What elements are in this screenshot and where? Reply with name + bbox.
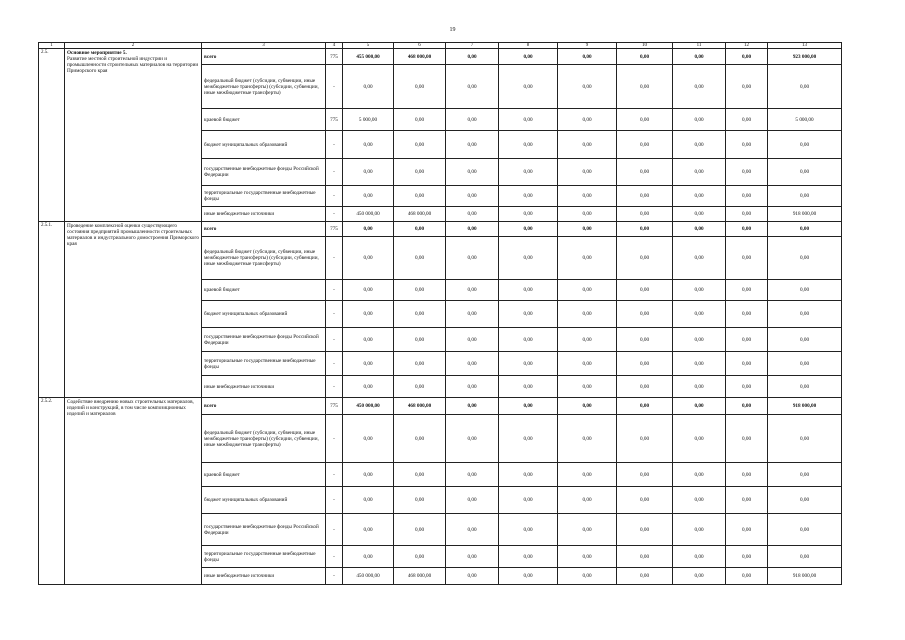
budget-code: -: [326, 514, 343, 546]
amount-cell: 0,00: [499, 398, 558, 415]
amount-cell: 0,00: [394, 514, 446, 546]
section-title-text: Содействие внедрению новых строительных материалов, изделий и конструкций, в том числе композиционных изделий и материалов: [67, 399, 194, 417]
amount-cell: 0,00: [673, 131, 726, 159]
funding-source: федеральный бюджет (субсидии, субвенции, иные межбюджетные трансферты) (субсидии, субвенции, иные межбюджетные трансферты): [202, 237, 326, 280]
amount-cell: 0,00: [446, 568, 499, 585]
amount-cell: 468 000,00: [394, 398, 446, 415]
amount-cell: 0,00: [558, 546, 617, 568]
amount-cell: 0,00: [499, 280, 558, 301]
amount-cell: 0,00: [726, 109, 768, 131]
amount-cell: 0,00: [343, 65, 394, 109]
amount-cell: 0,00: [617, 415, 673, 463]
amount-cell: 0,00: [394, 65, 446, 109]
amount-cell: 0,00: [499, 328, 558, 352]
budget-code: 775: [326, 49, 343, 65]
budget-code: -: [326, 280, 343, 301]
budget-code: -: [326, 159, 343, 186]
amount-cell: 0,00: [343, 376, 394, 398]
amount-cell: 0,00: [617, 487, 673, 514]
amount-cell: 0,00: [558, 207, 617, 222]
amount-cell: 0,00: [673, 352, 726, 376]
funding-source: территориальные государственные внебюджетные фонды: [202, 186, 326, 207]
amount-cell: 0,00: [768, 415, 842, 463]
funding-source: территориальные государственные внебюджетные фонды: [202, 546, 326, 568]
amount-cell: 0,00: [768, 237, 842, 280]
header-cell: 2: [65, 43, 202, 49]
section-title-text: Проведение комплексной оценки существующего состояния предприятий промышленности строительных материалов и индустриального домостроения Приморского края: [67, 223, 199, 247]
amount-cell: 0,00: [726, 463, 768, 487]
amount-cell: 0,00: [768, 65, 842, 109]
amount-cell: 0,00: [394, 237, 446, 280]
budget-code: -: [326, 207, 343, 222]
budget-code: -: [326, 131, 343, 159]
amount-cell: 0,00: [558, 280, 617, 301]
amount-cell: 0,00: [558, 49, 617, 65]
budget-code: -: [326, 237, 343, 280]
amount-cell: 0,00: [558, 415, 617, 463]
amount-cell: 0,00: [558, 109, 617, 131]
amount-cell: 0,00: [446, 487, 499, 514]
amount-cell: 0,00: [446, 49, 499, 65]
amount-cell: 0,00: [617, 237, 673, 280]
amount-cell: 0,00: [673, 487, 726, 514]
budget-code: 775: [326, 222, 343, 237]
amount-cell: 0,00: [726, 514, 768, 546]
amount-cell: 0,00: [768, 222, 842, 237]
amount-cell: 0,00: [394, 352, 446, 376]
amount-cell: 0,00: [499, 49, 558, 65]
amount-cell: 0,00: [673, 376, 726, 398]
amount-cell: 0,00: [673, 222, 726, 237]
amount-cell: 0,00: [768, 186, 842, 207]
funding-source: территориальные государственные внебюджетные фонды: [202, 352, 326, 376]
amount-cell: 0,00: [558, 376, 617, 398]
amount-cell: 0,00: [617, 546, 673, 568]
amount-cell: 0,00: [446, 546, 499, 568]
amount-cell: 0,00: [726, 415, 768, 463]
amount-cell: 0,00: [617, 280, 673, 301]
amount-cell: 0,00: [446, 222, 499, 237]
amount-cell: 0,00: [446, 301, 499, 328]
amount-cell: 0,00: [499, 237, 558, 280]
header-cell: 11: [673, 43, 726, 49]
header-cell: 1: [39, 43, 65, 49]
header-cell: 5: [343, 43, 394, 49]
amount-cell: 0,00: [446, 376, 499, 398]
section-title: [65, 49, 202, 222]
amount-cell: 0,00: [446, 207, 499, 222]
amount-cell: 0,00: [768, 131, 842, 159]
funding-source: всего: [202, 222, 326, 237]
amount-cell: 0,00: [394, 328, 446, 352]
section-title-text: Развитие местной строительной индустрии и промышленности строительных материалов на территории Приморского края: [67, 56, 199, 74]
amount-cell: 0,00: [617, 398, 673, 415]
amount-cell: 0,00: [446, 237, 499, 280]
amount-cell: 0,00: [726, 301, 768, 328]
amount-cell: 0,00: [394, 487, 446, 514]
budget-code: -: [326, 65, 343, 109]
amount-cell: 0,00: [446, 328, 499, 352]
amount-cell: 0,00: [558, 222, 617, 237]
amount-cell: 0,00: [343, 131, 394, 159]
amount-cell: 0,00: [726, 207, 768, 222]
amount-cell: 0,00: [726, 131, 768, 159]
amount-cell: 0,00: [673, 301, 726, 328]
budget-code: -: [326, 328, 343, 352]
funding-source: государственные внебюджетные фонды Российской Федерации: [202, 159, 326, 186]
amount-cell: 0,00: [446, 514, 499, 546]
funding-source: иные внебюджетные источники: [202, 376, 326, 398]
amount-cell: 0,00: [617, 352, 673, 376]
budget-code: -: [326, 568, 343, 585]
amount-cell: 0,00: [446, 131, 499, 159]
amount-cell: 0,00: [726, 328, 768, 352]
amount-cell: 0,00: [394, 159, 446, 186]
amount-cell: 0,00: [499, 222, 558, 237]
amount-cell: 0,00: [499, 415, 558, 463]
budget-code: -: [326, 546, 343, 568]
amount-cell: 0,00: [558, 328, 617, 352]
amount-cell: 0,00: [726, 237, 768, 280]
budget-table: [38, 42, 842, 585]
amount-cell: 0,00: [617, 109, 673, 131]
amount-cell: 0,00: [394, 222, 446, 237]
amount-cell: 0,00: [617, 207, 673, 222]
amount-cell: 0,00: [768, 463, 842, 487]
amount-cell: 0,00: [343, 301, 394, 328]
amount-cell: 0,00: [446, 352, 499, 376]
amount-cell: 0,00: [558, 159, 617, 186]
amount-cell: 0,00: [394, 109, 446, 131]
amount-cell: 0,00: [394, 546, 446, 568]
section-title: [65, 398, 202, 585]
amount-cell: 0,00: [558, 131, 617, 159]
header-cell: 12: [726, 43, 768, 49]
amount-cell: 0,00: [726, 49, 768, 65]
amount-cell: 468 000,00: [394, 568, 446, 585]
amount-cell: 0,00: [446, 463, 499, 487]
amount-cell: 0,00: [768, 301, 842, 328]
amount-cell: 0,00: [343, 415, 394, 463]
section-code: 2.5.2.: [39, 398, 65, 585]
amount-cell: 0,00: [768, 514, 842, 546]
amount-cell: 0,00: [726, 159, 768, 186]
amount-cell: 0,00: [394, 280, 446, 301]
section-code: 2.5.1.: [39, 222, 65, 398]
amount-cell: 0,00: [558, 352, 617, 376]
budget-code: -: [326, 415, 343, 463]
header-cell: 9: [558, 43, 617, 49]
amount-cell: 450 000,00: [343, 207, 394, 222]
amount-cell: 0,00: [673, 398, 726, 415]
amount-cell: 450 000,00: [343, 568, 394, 585]
amount-cell: 0,00: [673, 65, 726, 109]
table-row: [39, 222, 842, 237]
amount-cell: 0,00: [558, 487, 617, 514]
amount-cell: 0,00: [726, 186, 768, 207]
amount-cell: 0,00: [343, 352, 394, 376]
amount-cell: 0,00: [558, 514, 617, 546]
amount-cell: 0,00: [617, 376, 673, 398]
budget-code: -: [326, 376, 343, 398]
budget-code: -: [326, 186, 343, 207]
amount-cell: 0,00: [446, 65, 499, 109]
budget-code: 775: [326, 398, 343, 415]
funding-source: бюджет муниципальных образований: [202, 487, 326, 514]
amount-cell: 0,00: [768, 546, 842, 568]
amount-cell: 0,00: [673, 109, 726, 131]
amount-cell: 0,00: [499, 376, 558, 398]
amount-cell: 0,00: [768, 328, 842, 352]
amount-cell: 0,00: [499, 463, 558, 487]
funding-source: краевой бюджет: [202, 109, 326, 131]
header-cell: 6: [394, 43, 446, 49]
amount-cell: 923 000,00: [768, 49, 842, 65]
amount-cell: 0,00: [673, 207, 726, 222]
budget-code: -: [326, 487, 343, 514]
amount-cell: 0,00: [673, 546, 726, 568]
budget-code: -: [326, 352, 343, 376]
amount-cell: 0,00: [499, 352, 558, 376]
funding-source: краевой бюджет: [202, 280, 326, 301]
amount-cell: 0,00: [394, 463, 446, 487]
amount-cell: 0,00: [343, 159, 394, 186]
funding-source: государственные внебюджетные фонды Российской Федерации: [202, 514, 326, 546]
amount-cell: 0,00: [343, 222, 394, 237]
amount-cell: 0,00: [673, 463, 726, 487]
amount-cell: 0,00: [343, 237, 394, 280]
funding-source: иные внебюджетные источники: [202, 568, 326, 585]
amount-cell: 0,00: [343, 514, 394, 546]
amount-cell: 455 000,00: [343, 49, 394, 65]
amount-cell: 0,00: [499, 568, 558, 585]
amount-cell: 0,00: [343, 546, 394, 568]
header-cell: 7: [446, 43, 499, 49]
section-title-bold: Основное мероприятие 5.: [67, 50, 127, 56]
section-title: [65, 222, 202, 398]
amount-cell: 0,00: [394, 301, 446, 328]
header-cell: 13: [768, 43, 842, 49]
amount-cell: 0,00: [499, 159, 558, 186]
funding-source: федеральный бюджет (субсидии, субвенции, иные межбюджетные трансферты) (субсидии, субвенции, иные межбюджетные трансферты): [202, 65, 326, 109]
header-cell: 3: [202, 43, 326, 49]
amount-cell: 0,00: [394, 415, 446, 463]
amount-cell: 0,00: [394, 186, 446, 207]
amount-cell: 0,00: [499, 546, 558, 568]
amount-cell: 0,00: [673, 49, 726, 65]
amount-cell: 0,00: [726, 546, 768, 568]
amount-cell: 0,00: [343, 463, 394, 487]
amount-cell: 0,00: [343, 186, 394, 207]
amount-cell: 0,00: [446, 280, 499, 301]
header-cell: 8: [499, 43, 558, 49]
funding-source: бюджет муниципальных образований: [202, 131, 326, 159]
budget-code: -: [326, 301, 343, 328]
amount-cell: 0,00: [394, 131, 446, 159]
amount-cell: 5 000,00: [768, 109, 842, 131]
amount-cell: 918 000,00: [768, 568, 842, 585]
table-row: [39, 398, 842, 415]
amount-cell: 0,00: [499, 65, 558, 109]
amount-cell: 468 000,00: [394, 49, 446, 65]
amount-cell: 0,00: [726, 568, 768, 585]
amount-cell: 0,00: [768, 352, 842, 376]
amount-cell: 0,00: [617, 568, 673, 585]
amount-cell: 5 000,00: [343, 109, 394, 131]
amount-cell: 0,00: [617, 49, 673, 65]
funding-source: бюджет муниципальных образований: [202, 301, 326, 328]
amount-cell: 0,00: [499, 131, 558, 159]
amount-cell: 0,00: [446, 109, 499, 131]
amount-cell: 0,00: [499, 514, 558, 546]
amount-cell: 0,00: [673, 514, 726, 546]
amount-cell: 0,00: [446, 398, 499, 415]
amount-cell: 0,00: [499, 301, 558, 328]
funding-source: федеральный бюджет (субсидии, субвенции, иные межбюджетные трансферты) (субсидии, субвенции, иные межбюджетные трансферты): [202, 415, 326, 463]
amount-cell: 0,00: [446, 415, 499, 463]
amount-cell: 0,00: [617, 131, 673, 159]
amount-cell: 0,00: [673, 415, 726, 463]
amount-cell: 0,00: [558, 568, 617, 585]
amount-cell: 0,00: [673, 280, 726, 301]
funding-source: краевой бюджет: [202, 463, 326, 487]
amount-cell: 0,00: [617, 514, 673, 546]
funding-source: государственные внебюджетные фонды Российской Федерации: [202, 328, 326, 352]
amount-cell: 0,00: [343, 487, 394, 514]
funding-source: иные внебюджетные источники: [202, 207, 326, 222]
amount-cell: 918 000,00: [768, 398, 842, 415]
amount-cell: 0,00: [726, 487, 768, 514]
page-number: 19: [449, 27, 456, 33]
table-body: [39, 43, 842, 585]
amount-cell: 0,00: [617, 65, 673, 109]
funding-source: всего: [202, 49, 326, 65]
amount-cell: 0,00: [558, 65, 617, 109]
amount-cell: 0,00: [673, 568, 726, 585]
amount-cell: 0,00: [446, 186, 499, 207]
amount-cell: 918 000,00: [768, 207, 842, 222]
amount-cell: 0,00: [558, 398, 617, 415]
amount-cell: 0,00: [673, 328, 726, 352]
amount-cell: 0,00: [499, 207, 558, 222]
amount-cell: 0,00: [617, 301, 673, 328]
funding-source: всего: [202, 398, 326, 415]
amount-cell: 0,00: [343, 280, 394, 301]
amount-cell: 0,00: [768, 487, 842, 514]
amount-cell: 0,00: [499, 186, 558, 207]
amount-cell: 0,00: [726, 280, 768, 301]
amount-cell: 0,00: [558, 237, 617, 280]
amount-cell: 0,00: [726, 222, 768, 237]
amount-cell: 0,00: [499, 487, 558, 514]
amount-cell: 0,00: [394, 376, 446, 398]
amount-cell: 0,00: [558, 301, 617, 328]
amount-cell: 0,00: [726, 352, 768, 376]
amount-cell: 0,00: [558, 186, 617, 207]
amount-cell: 0,00: [673, 237, 726, 280]
amount-cell: 0,00: [673, 159, 726, 186]
header-cell: 4: [326, 43, 343, 49]
amount-cell: 450 000,00: [343, 398, 394, 415]
section-code: 2.5.: [39, 49, 65, 222]
amount-cell: 0,00: [726, 376, 768, 398]
amount-cell: 0,00: [617, 159, 673, 186]
amount-cell: 0,00: [768, 280, 842, 301]
amount-cell: 0,00: [726, 65, 768, 109]
amount-cell: 0,00: [617, 328, 673, 352]
amount-cell: 0,00: [768, 159, 842, 186]
amount-cell: 0,00: [673, 186, 726, 207]
budget-code: -: [326, 463, 343, 487]
header-cell: 10: [617, 43, 673, 49]
amount-cell: 0,00: [726, 398, 768, 415]
amount-cell: 0,00: [499, 109, 558, 131]
amount-cell: 468 000,00: [394, 207, 446, 222]
budget-code: 775: [326, 109, 343, 131]
amount-cell: 0,00: [446, 159, 499, 186]
table-row: [39, 49, 842, 65]
amount-cell: 0,00: [617, 222, 673, 237]
amount-cell: 0,00: [617, 463, 673, 487]
amount-cell: 0,00: [617, 186, 673, 207]
amount-cell: 0,00: [343, 328, 394, 352]
amount-cell: 0,00: [558, 463, 617, 487]
amount-cell: 0,00: [768, 376, 842, 398]
